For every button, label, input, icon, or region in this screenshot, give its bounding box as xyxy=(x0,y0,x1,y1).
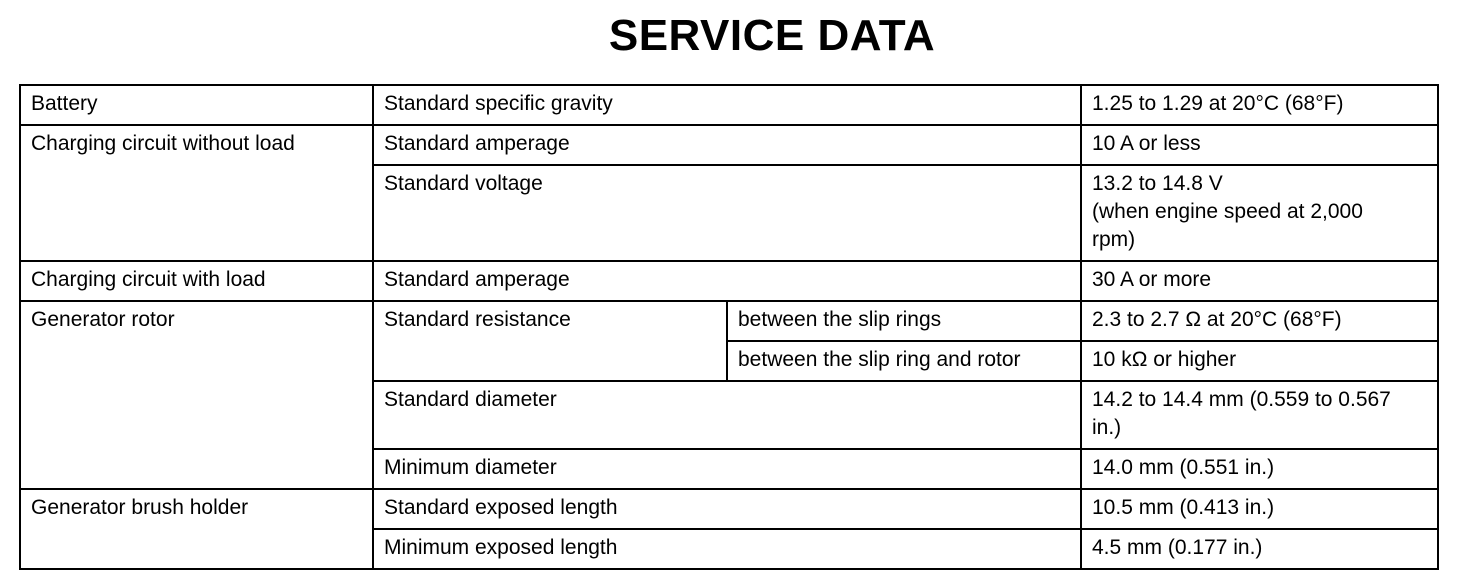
item-cell: Standard exposed length xyxy=(373,489,1081,529)
value-cell: 2.3 to 2.7 Ω at 20°C (68°F) xyxy=(1081,301,1438,341)
value-cell: 13.2 to 14.8 V (when engine speed at 2,000 rpm) xyxy=(1081,165,1438,261)
value-cell: 30 A or more xyxy=(1081,261,1438,301)
value-cell: 10 kΩ or higher xyxy=(1081,341,1438,381)
item-cell: Standard amperage xyxy=(373,125,1081,165)
table-row-battery xyxy=(20,85,1438,125)
table-row-brush-std-length xyxy=(20,489,1438,529)
component-cell: Charging circuit without load xyxy=(20,125,373,261)
value-cell: 1.25 to 1.29 at 20°C (68°F) xyxy=(1081,85,1438,125)
page-title: SERVICE DATA xyxy=(608,11,936,60)
component-cell: Battery xyxy=(20,85,373,125)
component-cell: Generator rotor xyxy=(20,301,373,489)
sub-item-cell: between the slip ring and rotor xyxy=(727,341,1081,381)
table-row-with-load xyxy=(20,261,1438,301)
item-cell: Standard amperage xyxy=(373,261,1081,301)
value-cell: 14.2 to 14.4 mm (0.559 to 0.567 in.) xyxy=(1081,381,1438,449)
service-data-table xyxy=(19,84,1439,570)
item-cell: Standard diameter xyxy=(373,381,1081,449)
sub-item-cell: between the slip rings xyxy=(727,301,1081,341)
value-cell: 14.0 mm (0.551 in.) xyxy=(1081,449,1438,489)
table-row-rotor-resistance-1 xyxy=(20,301,1438,341)
item-cell: Standard specific gravity xyxy=(373,85,1081,125)
value-cell: 4.5 mm (0.177 in.) xyxy=(1081,529,1438,569)
component-cell: Generator brush holder xyxy=(20,489,373,569)
item-cell: Standard voltage xyxy=(373,165,1081,261)
item-cell: Minimum diameter xyxy=(373,449,1081,489)
table-row-no-load-amperage xyxy=(20,125,1438,165)
item-cell: Minimum exposed length xyxy=(373,529,1081,569)
component-cell: Charging circuit with load xyxy=(20,261,373,301)
value-cell: 10.5 mm (0.413 in.) xyxy=(1081,489,1438,529)
item-cell: Standard resistance xyxy=(373,301,727,381)
value-cell: 10 A or less xyxy=(1081,125,1438,165)
